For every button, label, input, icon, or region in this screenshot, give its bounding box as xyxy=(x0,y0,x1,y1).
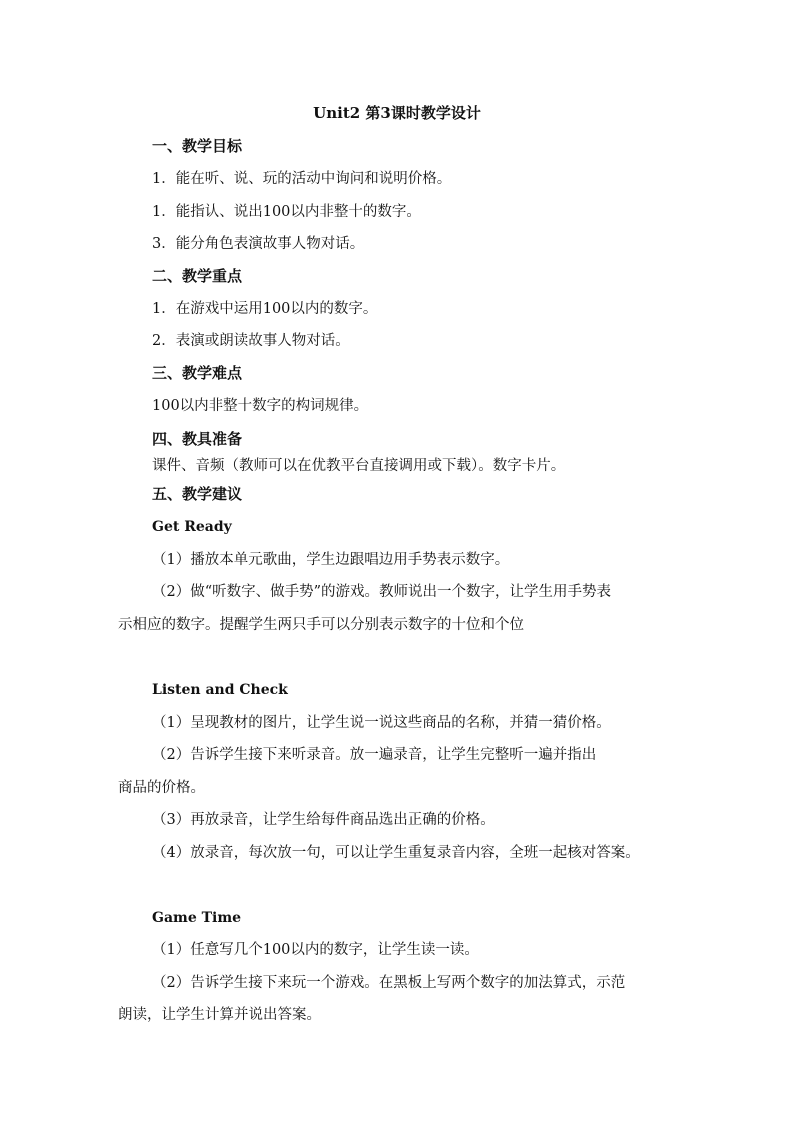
heading-key-points: 二、教学重点 xyxy=(152,267,243,285)
paragraph-line: （1）呈现教材的图片，让学生说一说这些商品的名称，并猜一猜价格。 xyxy=(152,715,611,731)
heading-difficulties: 三、教学难点 xyxy=(152,364,243,382)
paragraph-line: 朗读，让学生计算并说出答案。 xyxy=(118,1007,321,1023)
goal-item: 1．能指认、说出100以内非整十的数字。 xyxy=(152,204,421,220)
document-title: Unit2 第3课时教学设计 xyxy=(313,104,481,122)
subheading-get-ready: Get Ready xyxy=(152,519,232,535)
difficulty-item: 100以内非整十数字的构词规律。 xyxy=(152,398,369,414)
goal-item: 1．能在听、说、玩的活动中询问和说明价格。 xyxy=(152,171,452,187)
paragraph-line: （3）再放录音，让学生给每件商品选出正确的价格。 xyxy=(152,812,495,828)
materials-item: 课件、音频（教师可以在优教平台直接调用或下载）。数字卡片。 xyxy=(152,458,566,474)
paragraph-line: （4）放录音，每次放一句，可以让学生重复录音内容，全班一起核对答案。 xyxy=(152,845,640,861)
subheading-listen-check: Listen and Check xyxy=(152,682,288,698)
paragraph-line: （1）任意写几个100以内的数字，让学生读一读。 xyxy=(152,942,479,958)
heading-suggestions: 五、教学建议 xyxy=(152,485,243,503)
heading-materials: 四、教具准备 xyxy=(152,430,243,448)
paragraph-line: （2）告诉学生接下来听录音。放一遍录音，让学生完整听一遍并指出 xyxy=(152,747,597,763)
key-point-item: 2．表演或朗读故事人物对话。 xyxy=(152,333,350,349)
paragraph-line: （2）做“听数字、做手势”的游戏。教师说出一个数字，让学生用手势表 xyxy=(152,584,612,600)
paragraph-line: （1）播放本单元歌曲，学生边跟唱边用手势表示数字。 xyxy=(152,552,510,568)
paragraph-line: （2）告诉学生接下来玩一个游戏。在黑板上写两个数字的加法算式，示范 xyxy=(152,975,626,991)
key-point-item: 1．在游戏中运用100以内的数字。 xyxy=(152,301,378,317)
paragraph-line: 商品的价格。 xyxy=(118,780,205,796)
subheading-game-time: Game Time xyxy=(152,910,242,926)
heading-teaching-goals: 一、教学目标 xyxy=(152,137,243,155)
paragraph-line: 示相应的数字。提醒学生两只手可以分别表示数字的十位和个位 xyxy=(118,617,524,633)
goal-item: 3．能分角色表演故事人物对话。 xyxy=(152,236,365,252)
